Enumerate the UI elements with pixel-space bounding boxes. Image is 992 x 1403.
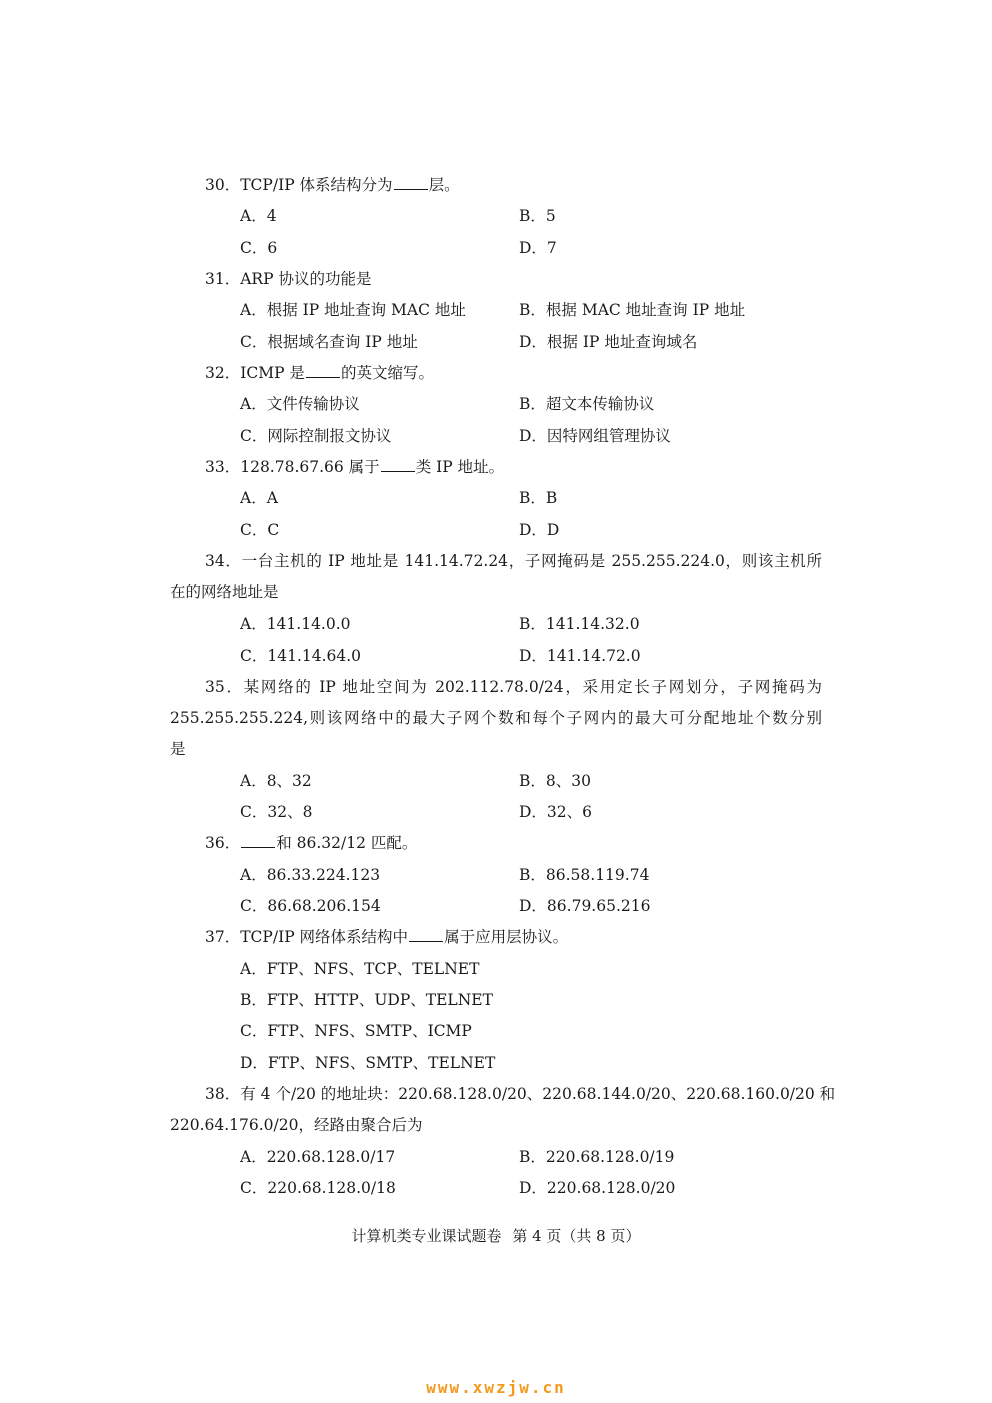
- footer-title: 计算机类专业课试题卷: [351, 1227, 502, 1245]
- option-a: A．86.33.224.123: [240, 866, 381, 884]
- question-36: [205, 833, 822, 853]
- question-34: 34．一台主机的 IP 地址是 141.14.72.24，子网掩码是 255.255.224.0，则该主机所: [205, 552, 822, 570]
- answer-blank: [394, 175, 428, 190]
- watermark: www.xwzjw.cn: [426, 1378, 566, 1397]
- option-b: B．超文本传输协议: [519, 395, 655, 413]
- option-d: D．32、6: [519, 803, 593, 821]
- option-c: C．FTP、NFS、SMTP、ICMP: [240, 1022, 472, 1040]
- question-35: 35．某网络的 IP 地址空间为 202.112.78.0/24，采用定长子网划分，子网掩码为: [205, 678, 822, 696]
- option-d: D．因特网组管理协议: [519, 427, 671, 445]
- option-b: B．86.58.119.74: [519, 866, 650, 884]
- option-c: C．220.68.128.0/18: [240, 1179, 396, 1197]
- option-a: A．A: [240, 489, 278, 507]
- question-text: 属于应用层协议。: [444, 928, 569, 946]
- option-c: C．141.14.64.0: [240, 647, 362, 665]
- option-d: D．141.14.72.0: [519, 647, 641, 665]
- question-text: 33．128.78.67.66 属于: [205, 458, 380, 476]
- option-c: C．32、8: [240, 803, 313, 821]
- question-text: 36．: [205, 834, 241, 852]
- question-31: 31．ARP 协议的功能是: [205, 270, 372, 288]
- option-b: B．5: [519, 207, 556, 225]
- question-35-cont: 是: [170, 740, 186, 758]
- option-b: B．FTP、HTTP、UDP、TELNET: [240, 991, 493, 1009]
- question-34-cont: 在的网络地址是: [170, 583, 279, 601]
- option-d: D．220.68.128.0/20: [519, 1179, 676, 1197]
- option-a: A．220.68.128.0/17: [240, 1148, 396, 1166]
- footer-page-number: 第 4 页（共 8 页）: [512, 1227, 641, 1245]
- question-32: [205, 363, 822, 383]
- page-footer: [0, 1226, 992, 1246]
- option-a: A．文件传输协议: [240, 395, 360, 413]
- answer-blank: [409, 927, 443, 942]
- option-d: D．FTP、NFS、SMTP、TELNET: [240, 1054, 496, 1072]
- question-text: 层。: [428, 176, 460, 194]
- option-b: B．220.68.128.0/19: [519, 1148, 675, 1166]
- option-b: B．根据 MAC 地址查询 IP 地址: [519, 301, 746, 319]
- option-c: C．根据域名查询 IP 地址: [240, 333, 418, 351]
- option-c: C．网际控制报文协议: [240, 427, 392, 445]
- option-d: D．D: [519, 521, 560, 539]
- option-d: D．86.79.65.216: [519, 897, 651, 915]
- option-b: B．8、30: [519, 772, 591, 790]
- answer-blank: [241, 833, 275, 848]
- option-a: A．8、32: [240, 772, 312, 790]
- answer-blank: [306, 363, 340, 378]
- option-b: B．141.14.32.0: [519, 615, 640, 633]
- option-b: B．B: [519, 489, 558, 507]
- option-c: C．C: [240, 521, 280, 539]
- question-33: [205, 457, 822, 477]
- option-a: A．FTP、NFS、TCP、TELNET: [240, 960, 480, 978]
- question-text: 和 86.32/12 匹配。: [276, 834, 418, 852]
- question-30: [205, 175, 822, 195]
- question-38-cont: 220.64.176.0/20，经路由聚合后为: [170, 1116, 423, 1134]
- question-text: 30．TCP/IP 体系结构分为: [205, 176, 393, 194]
- question-text: 类 IP 地址。: [415, 458, 505, 476]
- option-c: C．6: [240, 239, 278, 257]
- answer-blank: [381, 457, 415, 472]
- question-text: 37．TCP/IP 网络体系结构中: [205, 928, 409, 946]
- option-a: A．141.14.0.0: [240, 615, 351, 633]
- question-37: [205, 927, 822, 947]
- question-35-cont: 255.255.255.224,则该网络中的最大子网个数和每个子网内的最大可分配地址个数分别: [170, 709, 822, 727]
- option-c: C．86.68.206.154: [240, 897, 381, 915]
- question-38: 38．有 4 个/20 的地址块：220.68.128.0/20、220.68.144.0/20、220.68.160.0/20 和: [205, 1085, 836, 1103]
- option-d: D．7: [519, 239, 557, 257]
- question-text: 32．ICMP 是: [205, 364, 305, 382]
- option-d: D．根据 IP 地址查询域名: [519, 333, 698, 351]
- question-text: 的英文缩写。: [340, 364, 434, 382]
- option-a: A．4: [240, 207, 277, 225]
- option-a: A．根据 IP 地址查询 MAC 地址: [240, 301, 466, 319]
